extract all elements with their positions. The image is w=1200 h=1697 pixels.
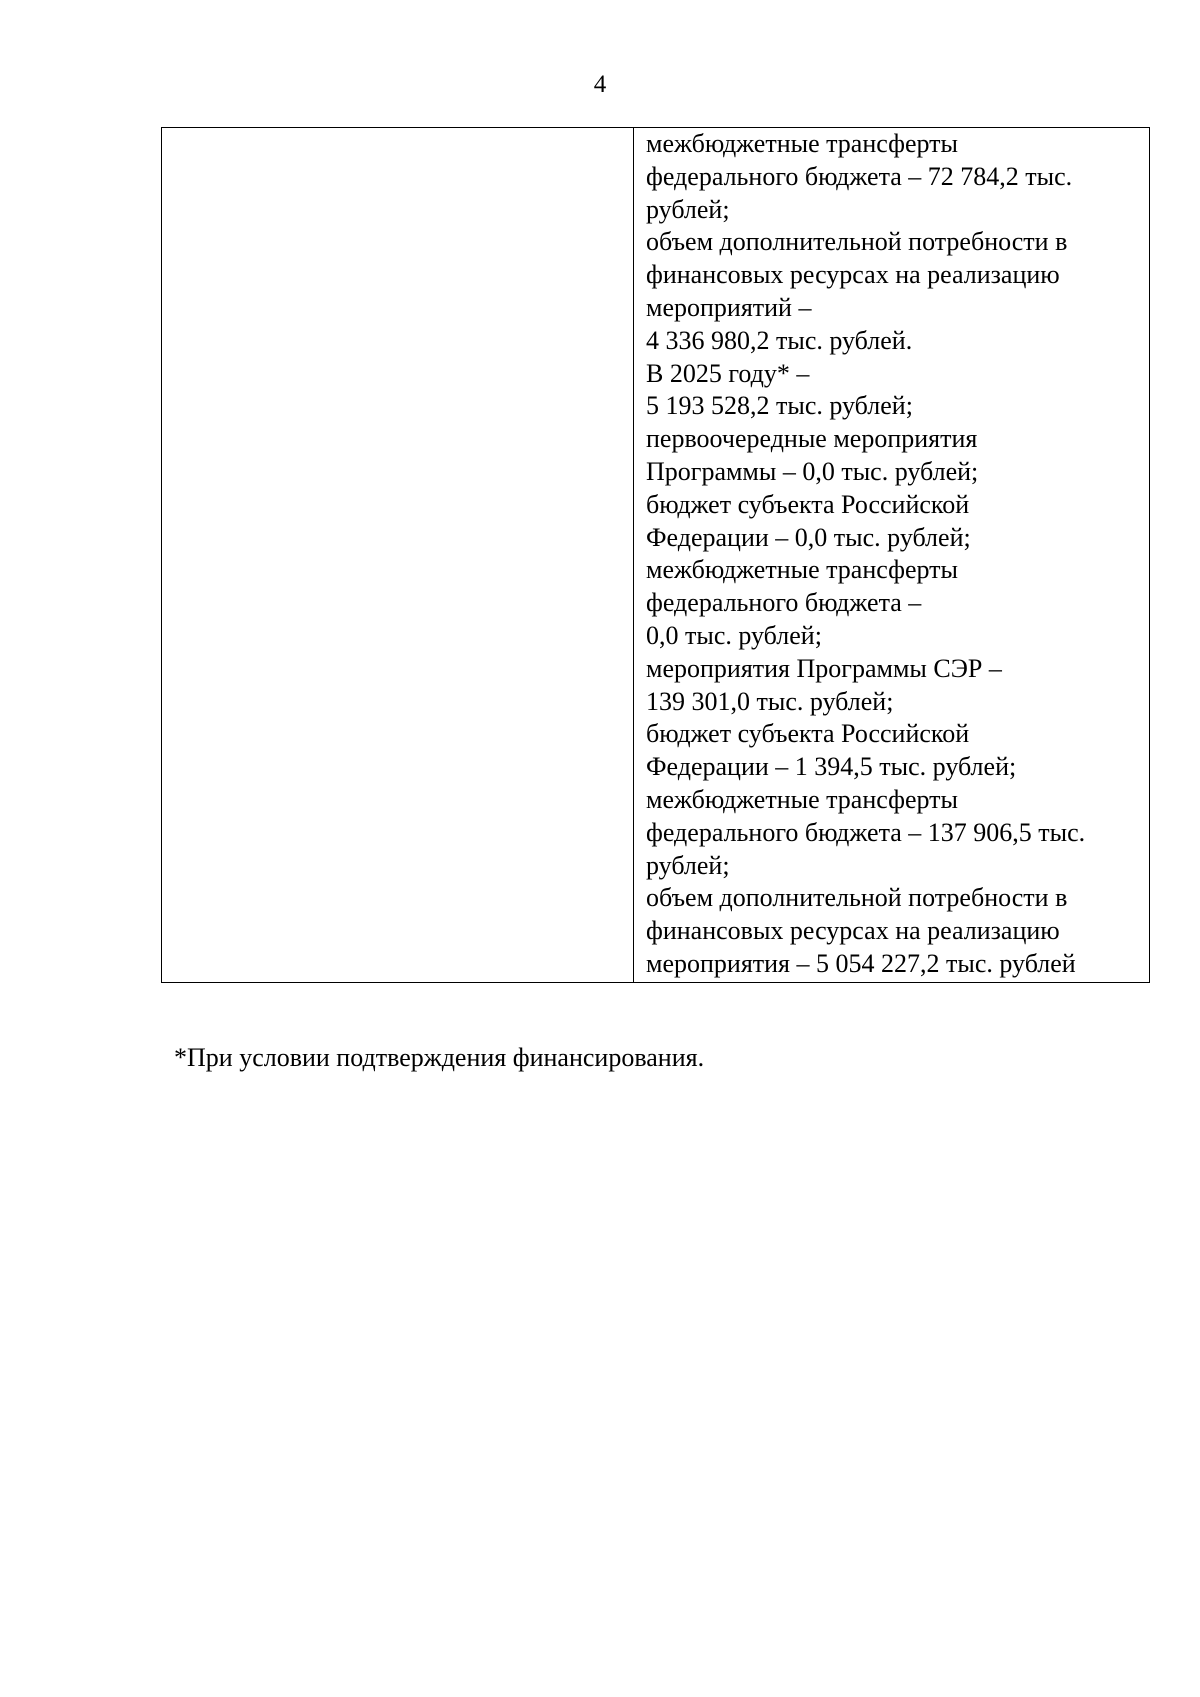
cell-text-block	[634, 128, 1149, 982]
cell-text-line: межбюджетные трансферты	[646, 555, 958, 585]
table-cell-left	[162, 128, 634, 983]
footnote: *При условии подтверждения финансирования.	[174, 1043, 705, 1072]
cell-text-line: В 2025 году* –	[646, 358, 810, 388]
cell-text-line: Федерации – 1 394,5 тыс. рублей;	[646, 752, 1017, 782]
table-cell-right	[634, 128, 1150, 983]
cell-text-line: объем дополнительной потребности в	[646, 883, 1068, 913]
cell-text-line: бюджет субъекта Российской	[646, 489, 970, 519]
cell-text-line: Программы – 0,0 тыс. рублей;	[646, 456, 979, 486]
cell-text-line: финансовых ресурсах на реализацию	[646, 916, 1060, 946]
page-number: 4	[593, 71, 607, 98]
table-row	[162, 128, 1150, 983]
cell-text-line: 5 193 528,2 тыс. рублей;	[646, 391, 913, 421]
cell-text-line: мероприятий –	[646, 292, 812, 322]
cell-text-line: 4 336 980,2 тыс. рублей.	[646, 325, 913, 355]
cell-text-line: мероприятия Программы СЭР –	[646, 653, 1002, 683]
cell-text-line: финансовых ресурсах на реализацию	[646, 260, 1060, 290]
cell-text-line: мероприятия – 5 054 227,2 тыс. рублей	[646, 948, 1076, 978]
cell-text-line: межбюджетные трансферты	[646, 784, 958, 814]
cell-text-line: рублей;	[646, 194, 730, 224]
cell-text-line: межбюджетные трансферты	[646, 129, 958, 158]
cell-text-line: объем дополнительной потребности в	[646, 227, 1068, 257]
financing-table	[161, 127, 1150, 983]
cell-text-line: федерального бюджета – 137 906,5 тыс.	[646, 817, 1086, 847]
cell-text-line: первоочередные мероприятия	[646, 424, 978, 454]
cell-text-line: рублей;	[646, 850, 730, 880]
cell-text-line: 139 301,0 тыс. рублей;	[646, 686, 894, 716]
cell-text-line: федерального бюджета – 72 784,2 тыс.	[646, 161, 1073, 191]
cell-text-line: Федерации – 0,0 тыс. рублей;	[646, 522, 971, 552]
cell-text-line: 0,0 тыс. рублей;	[646, 620, 822, 650]
cell-text-line: бюджет субъекта Российской	[646, 719, 970, 749]
cell-text-line: федерального бюджета –	[646, 588, 922, 618]
